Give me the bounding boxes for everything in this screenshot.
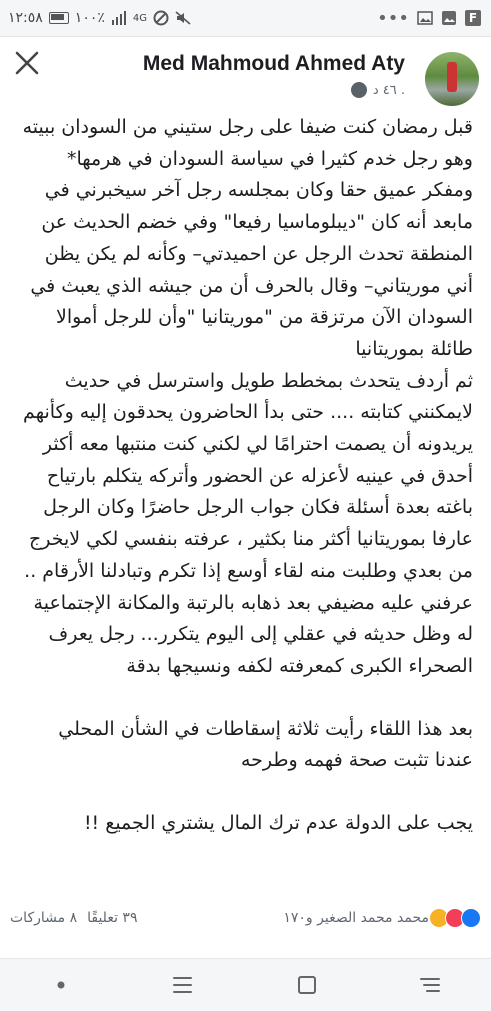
avatar-figure [447,62,457,92]
system-nav-bar [0,958,491,1011]
post-time[interactable]: ٤٦ د . [372,82,405,98]
battery-level: ١٠٠٪ [74,10,105,26]
battery-icon [49,12,69,24]
paragraph-spacer [18,683,473,714]
clock: ١٢:٥٨ [8,10,43,26]
post-paragraph: قبل رمضان كنت ضيفا على رجل ستيني من السودان ببيته وهو رجل خدم كثيرا في سياسة السودان في هرمها* ومفكر عميق حقا وكان بمجلسه رجل آخر سيخبرني في مابعد أنه كان "ديبلوماسيا رفيعا" وفي خضم الحديث عن المنطقة تحدث الرجل عن احميدتي– وكأنه لم يكن يظن أني موريتاني– وقال بالحرف أن من جيشه الذي يعبث في السودان الآن مرتزقة من "موريتانيا "وأن للرجل أموالا طائلة بموريتانيا [22,116,473,360]
reaction-icons [433,908,481,928]
reactions-bar [10,903,481,933]
reactions-summary[interactable] [283,908,481,928]
menu-button[interactable] [410,965,450,1005]
home-button[interactable] [41,965,81,1005]
paragraph-spacer [18,777,473,808]
status-bar-left [0,10,191,26]
back-icon [171,974,197,996]
back-button[interactable] [164,965,204,1005]
post-meta [351,82,405,98]
gallery-icon [441,10,457,26]
like-reaction-icon [461,908,481,928]
dots-icon: ••• [377,7,409,29]
home-dot-icon [54,978,68,992]
reactors-text: محمد محمد الصغير و١٧٠ [283,910,429,926]
mute-icon [175,10,191,26]
post-header [0,38,491,106]
signal-icon [111,10,127,26]
post-paragraph: يجب على الدولة عدم ترك المال يشتري الجميع !! [83,812,473,835]
facebook-app-icon: F [465,10,481,26]
post-body [18,112,473,840]
globe-icon [351,82,367,98]
status-bar-right [377,8,491,29]
blocked-icon [153,10,169,26]
close-icon[interactable] [12,48,42,78]
comments-count[interactable]: ٣٩ تعليقًا [87,910,138,926]
engagement-counts [10,910,137,926]
recents-button[interactable] [287,965,327,1005]
image-icon [417,10,433,26]
network-type: 4G [132,12,148,24]
status-bar [0,0,491,37]
post-paragraph: باغته بعدة أسئلة فكان جواب الرجل حاضرًا وكان الرجل عارفا بموريتانيا أكثر منا بكثير ، عرفته بنفسي لكي لايخرج من بعدي وطلبت منه لقاء أوسع إذا تكرم وتبادلنا الأرقام .. [24,496,473,582]
post-paragraph: عرفني عليه مضيفي بعد ذهابه بالرتبة والمكانة الإجتماعية له وظل حديثه في عقلي إلى اليوم يتكرر... رجل يعرف الصحراء الكبرى كمعرفته لكفه ونسيجها بدقة [33,591,473,677]
post-paragraph: بعد هذا اللقاء رأيت ثلاثة إسقاطات في الشأن المحلي عندنا تثبت صحة فهمه وطرحه [58,717,473,772]
avatar[interactable] [425,52,479,106]
author-name[interactable]: Med Mahmoud Ahmed Aty [142,52,405,75]
post-paragraph: ثم أردف يتحدث بمخطط طويل واسترسل في حديث لايمكنني كتابته .... حتى بدأ الحاضرون يحدقون إليه وكأنهم يريدونه أن يصمت احترامًا لي لكني كنت منتبها معه أكثر أحدق في عينيه لأعزله عن الحضور وأتركه يتكلم بارتياح [23,369,473,487]
recents-icon [296,974,318,996]
shares-count[interactable]: ٨ مشاركات [10,910,78,926]
menu-lines-icon [417,974,443,996]
